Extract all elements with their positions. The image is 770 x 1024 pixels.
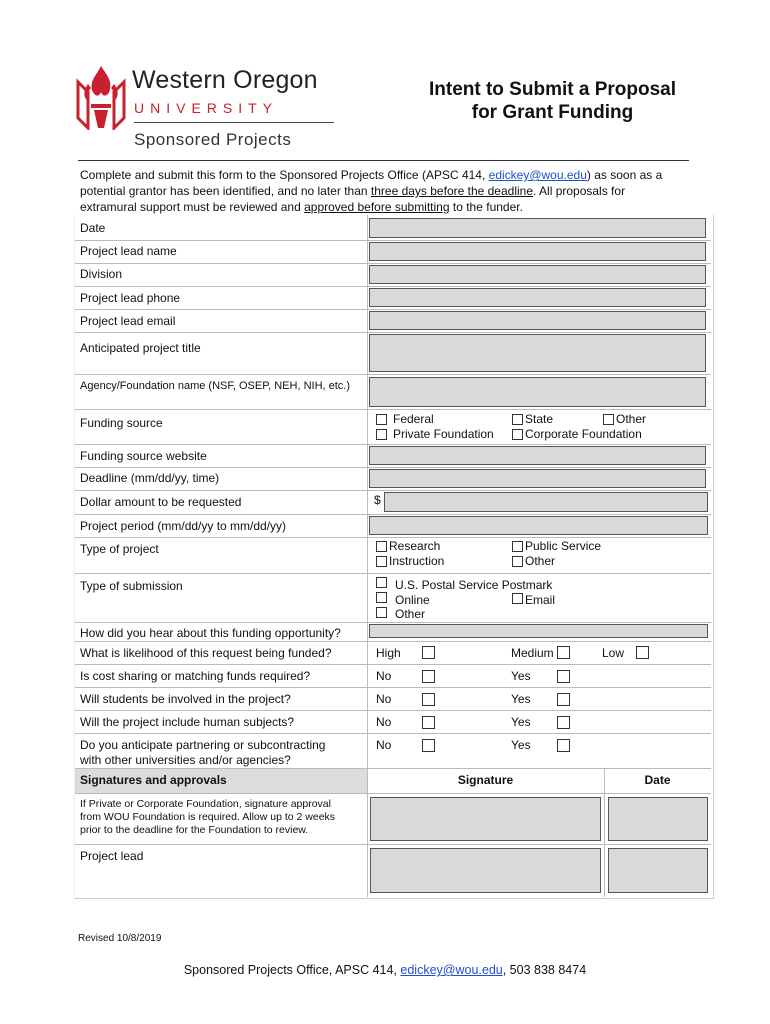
corporate-foundation-option: Corporate Foundation [525,427,642,441]
students-yes-checkbox[interactable] [557,693,570,706]
other-submission-option: Other [395,607,426,621]
online-checkbox[interactable] [376,592,387,603]
other-type-option: Other [525,554,556,568]
cost-sharing-label: Is cost sharing or matching funds required? [80,669,311,683]
lead-phone-label: Project lead phone [80,291,181,305]
other-funding-checkbox[interactable] [603,414,614,425]
human-subjects-yes-label: Yes [511,715,531,729]
students-no-checkbox[interactable] [422,693,435,706]
human-subjects-no-checkbox[interactable] [422,716,435,729]
project-lead-date-field[interactable] [608,848,708,893]
project-lead-signature-field[interactable] [370,848,601,893]
logo-university: UNIVERSITY [134,100,279,116]
lead-name-input[interactable] [369,242,706,261]
project-title-label: Anticipated project title [80,341,201,355]
intro-text: Complete and submit this form to the Sponsored Projects Office (APSC 414, edickey@wou.edu) as soon as a potential grantor has been identified, and no later than three days before the deadline. All proposals for extramural support must be reviewed and approved before submitting to the funder. [80,168,663,214]
state-option: State [525,412,554,426]
other-type-checkbox[interactable] [512,556,523,567]
partnering-yes-label: Yes [511,738,531,752]
wou-logo [74,60,344,152]
foundation-date-field[interactable] [608,797,708,841]
logo-name: Western Oregon [132,66,318,94]
other-submission-checkbox[interactable] [376,607,387,618]
revised-date: Revised 10/8/2019 [78,933,162,944]
submission-type-label: Type of submission [80,579,183,593]
private-foundation-checkbox[interactable] [376,429,387,440]
funding-source-label: Funding source [80,416,163,430]
foundation-note: If Private or Corporate Foundation, signature approval from WOU Foundation is required. Allow up to 2 weeks prior to the deadline for the Foundation to review. [80,798,336,836]
dollar-amount-input[interactable] [384,492,708,512]
students-no-label: No [376,692,392,706]
human-subjects-yes-checkbox[interactable] [557,716,570,729]
other-funding-option: Other [616,412,647,426]
lead-email-input[interactable] [369,311,706,330]
low-checkbox[interactable] [636,646,649,659]
title-line-2: for Grant Funding [471,102,634,123]
agency-label: Agency/Foundation name (NSF, OSEP, NEH, NIH, etc.) [80,380,351,392]
lead-email-label: Project lead email [80,314,176,328]
cost-sharing-no-checkbox[interactable] [422,670,435,683]
footer-contact: Sponsored Projects Office, APSC 414, edickey@wou.edu, 503 838 8474 [183,963,587,977]
corporate-foundation-checkbox[interactable] [512,429,523,440]
low-option: Low [602,646,625,660]
date-input[interactable] [369,218,706,238]
page-title [400,78,705,124]
federal-option: Federal [393,412,434,426]
dollar-amount-label: Dollar amount to be requested [80,495,242,509]
research-option: Research [389,539,441,553]
instruction-checkbox[interactable] [376,556,387,567]
research-checkbox[interactable] [376,541,387,552]
students-yes-label: Yes [511,692,531,706]
instruction-option: Instruction [389,554,445,568]
division-label: Division [80,267,123,281]
foundation-signature-field[interactable] [370,797,601,841]
title-line-1: Intent to Submit a Proposal [428,79,676,100]
project-lead-signature-label: Project lead [80,849,144,863]
deadline-input[interactable] [369,469,706,488]
public-service-option: Public Service [525,539,602,553]
email-option: Email [525,593,556,607]
dollar-sign: $ [374,493,381,507]
students-label: Will students be involved in the project? [80,692,291,706]
project-title-input[interactable] [369,334,706,372]
funding-website-input[interactable] [369,446,706,465]
partnering-label: Do you anticipate partnering or subcontracting with other universities and/or agencies? [80,738,326,767]
project-period-input[interactable] [369,516,708,535]
email-checkbox[interactable] [512,593,523,604]
public-service-checkbox[interactable] [512,541,523,552]
state-checkbox[interactable] [512,414,523,425]
cost-sharing-yes-label: Yes [511,669,531,683]
agency-input[interactable] [369,377,706,407]
human-subjects-label: Will the project include human subjects? [80,715,295,729]
footer-email-link[interactable]: edickey@wou.edu [400,963,503,977]
human-subjects-no-label: No [376,715,392,729]
logo-divider [134,122,334,123]
logo-department: Sponsored Projects [134,130,292,149]
hear-about-input[interactable] [369,624,708,638]
usps-option: U.S. Postal Service Postmark [395,578,553,592]
partnering-no-checkbox[interactable] [422,739,435,752]
federal-checkbox[interactable] [376,414,387,425]
online-option: Online [395,593,430,607]
torch-icon [74,62,128,130]
cost-sharing-no-label: No [376,669,392,683]
division-input[interactable] [369,265,706,284]
date-column-header: Date [644,773,671,787]
signatures-heading: Signatures and approvals [80,773,227,787]
project-period-label: Project period (mm/dd/yy to mm/dd/yy) [80,519,287,533]
date-label: Date [80,221,106,235]
usps-checkbox[interactable] [376,577,387,588]
partnering-no-label: No [376,738,392,752]
funding-website-label: Funding source website [80,449,207,463]
lead-name-label: Project lead name [80,244,177,258]
lead-phone-input[interactable] [369,288,706,307]
signature-column-header: Signature [457,773,514,787]
high-checkbox[interactable] [422,646,435,659]
hear-about-label: How did you hear about this funding opportunity? [80,626,341,640]
header-rule [78,160,689,161]
project-type-label: Type of project [80,542,159,556]
intro-email-link[interactable]: edickey@wou.edu [488,168,587,182]
partnering-yes-checkbox[interactable] [557,739,570,752]
deadline-label: Deadline (mm/dd/yy, time) [80,471,220,485]
medium-option: Medium [511,646,554,660]
high-option: High [376,646,401,660]
cost-sharing-yes-checkbox[interactable] [557,670,570,683]
likelihood-label: What is likelihood of this request being funded? [80,646,332,660]
medium-checkbox[interactable] [557,646,570,659]
private-foundation-option: Private Foundation [393,427,494,441]
